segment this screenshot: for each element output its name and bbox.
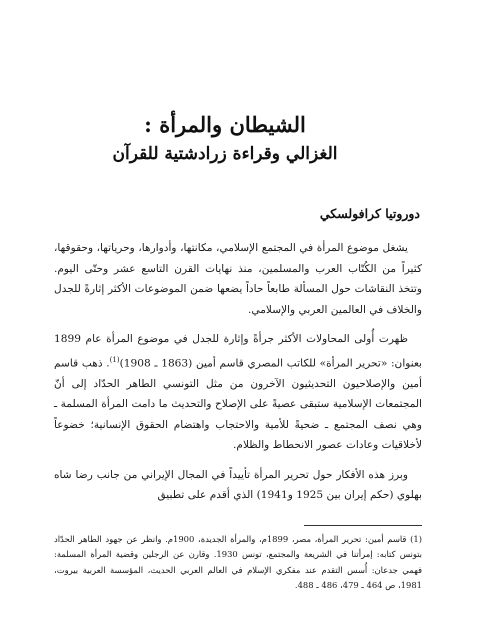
author-name: دوروتيا كرافولسكي — [319, 206, 420, 221]
paragraph-2-continued: . ذهب قاسم أمين والإصلاحيون التحديثيون الآخرون من مثل التونسي الطاهر الحدّاد إلى أنّ المجتمعات الإسلامية ستبقى عصيةً على الإصلاح والتحديث ما دامت المرأة المسلمة ـ وهي نصف المجتمع ـ ضحيةً للأمية والاحتجاب واهتضام الحقوق الإنسانية؛ خضوعاً لأخلاقيات وعادات عصور الانحطاط والظلام. — [54, 357, 422, 452]
footnote-divider — [304, 525, 422, 526]
body-text — [54, 238, 422, 515]
footnote: (1) قاسم أمين: تحرير المرأة، مصر، 1899م، والمرأة الجديدة، 1900م. وانظر عن جهود الطاهر الحدّاد بتونس كتابه: إمرأتنا في الشريعة والمجتمع، تونس 1930. وقارن عن الرجلين وقضية المرأة المسلمة: فهمي جدعان: أُسس التقدم عند مفكري الإسلام في العالم العربي الحديث، المؤسسة العربية بيروت، 1981، ص 464 ـ 479، 486 ـ 488. — [54, 534, 422, 591]
chapter-subtitle: الغزالي وقراءة زرادشتية للقرآن — [112, 144, 338, 164]
chapter-title-block — [60, 112, 390, 166]
paragraph-1: يشغل موضوع المرأة في المجتمع الإسلامي، مكانتها، وأدوارها، وحرياتها، وحقوقها، كثيراً من الكُتّاب العرب والمسلمين، منذ نهايات القرن التاسع عشر وحتّى اليوم. وتتخذ النقاشات حول المسألة طابعاً حاداً يضعها ضمن الموضوعات الأكثر إثارةً للجدل والخلاف في العالمين العربي والإسلامي. — [54, 242, 422, 316]
paragraph-2-text: ظهرت أُولى المحاولات الأكثر جرأةً وإثارة للجدل في موضوع المرأة عام 1899 بعنوان: «تحرير المرأة» للكاتب المصري قاسم أمين (1863 ـ 1908) — [54, 333, 423, 370]
chapter-title: الشيطان والمرأة : — [144, 112, 306, 137]
footnote-reference[interactable]: (1) — [109, 355, 120, 364]
paragraph-3: وبرز هذه الأفكار حول تحرير المرأة تأييداً في المجال الإيراني من جانب رضا شاه بهلوي (حكم إيران بين 1925 و1941) الذي أقدم على تطبيق — [54, 468, 422, 502]
paragraph-2 — [54, 329, 422, 456]
